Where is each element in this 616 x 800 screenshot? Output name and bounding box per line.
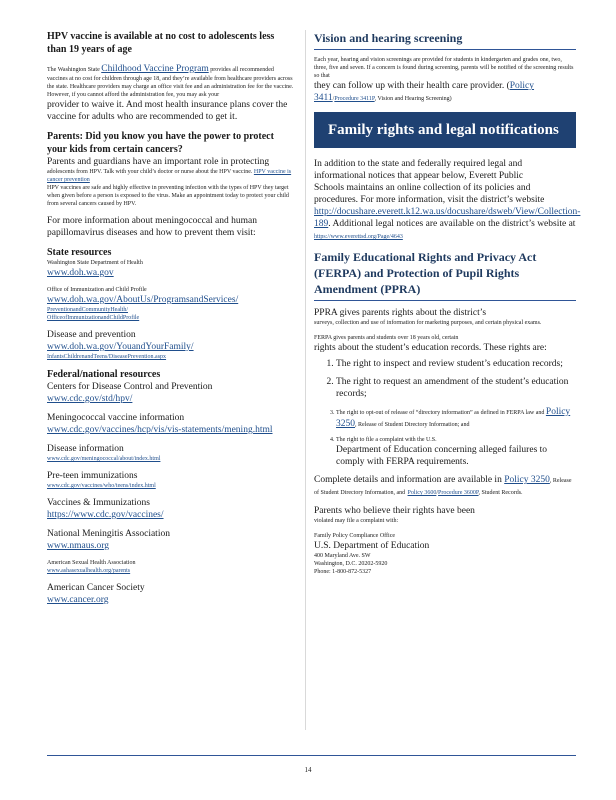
asha-link[interactable]: www.ashasexualhealth.org/parents [47, 568, 131, 574]
oicp-name: Office of Immunization and Child Profile [47, 287, 147, 293]
parents-paragraph-2: adolescents from HPV. Talk with your child’s doctor or nurse about the HPV vaccine. HPV vaccine is cancer prevention [47, 169, 292, 183]
mening-name: Meningococcal vaccine information [47, 413, 185, 423]
address-line-1: Family Policy Compliance Office [314, 533, 396, 539]
childhood-vaccine-program-link[interactable]: Childhood Vaccine Program [101, 64, 209, 74]
column-divider [305, 30, 306, 730]
hpv-paragraph: The Washington State Childhood Vaccine Program provides all recommended vaccines at no cost for children through age 18, and they’re available from healthcare providers across the state. Healthcare providers may charge an office visit fee and an administration fee for the vaccine. However, if you cannot afford the administration fee, you may ask your [47, 64, 294, 98]
parents-heading: Parents: Did you know you have the power to protect your kids from certain cancers? [47, 131, 274, 155]
disease-prevention-link-2[interactable]: InfantsChildrenandTeens/DiseasePrevention.aspx [47, 354, 167, 360]
acs-name: American Cancer Society [47, 583, 145, 593]
vaccines-name: Vaccines & Immunizations [47, 498, 150, 508]
address-line-2: U.S. Department of Education [314, 541, 430, 551]
right-column [314, 30, 581, 576]
address-line-5: Phone: 1-800-872-5327 [314, 569, 372, 575]
cdc-name: Centers for Disease Control and Prevention [47, 382, 213, 392]
procedure-3600p-link[interactable]: Procedure 3600P [438, 490, 479, 496]
ferpa-heading: Family Educational Rights and Privacy Act (FERPA) and Protection of Pupil Rights Amendment (PPRA) [314, 250, 537, 296]
vision-paragraph-2: they can follow up with their health care provider. (Policy 3411/Procedure 3411P, Vision and Hearing Screening) [314, 81, 535, 103]
doh-name: Washington State Department of Health [47, 260, 143, 266]
disease-info-name: Disease information [47, 444, 124, 454]
ferpa-heading-rule [314, 300, 576, 301]
more-info-text: For more information about meningococcal and human papillomavirus diseases and how to prevent them visit: [47, 216, 257, 238]
nma-link[interactable]: www.nmaus.org [47, 541, 110, 551]
footer-rule [47, 755, 576, 756]
docushare-link[interactable]: http://docushare.everett.k12.wa.us/docushare/dsweb/View/Collection-189 [314, 207, 581, 229]
oicp-link-2[interactable]: PreventionandCommunityHealth/ [47, 307, 128, 313]
oicp-link-3[interactable]: OfficeofImmunizationandChildProfile [47, 315, 140, 321]
vision-heading-rule [314, 49, 576, 50]
policy-3600-link[interactable]: Policy 3600 [407, 490, 437, 496]
rights-list-item: 4. The right to file a complaint with the U.S. Department of Education concerning alleged failures to comply with FERPA requirements. [336, 436, 576, 468]
policy-3250-details-link[interactable]: Policy 3250 [504, 475, 550, 485]
legal-paragraph-2: Schools maintains an online collection of its policies and procedures. For more information, visit the district’s website [314, 183, 545, 205]
mening-link[interactable]: www.cdc.gov/vaccines/hcp/vis/vis-statements/mening.html [47, 425, 273, 435]
policy-3250-link[interactable]: Policy 3250 [336, 407, 571, 429]
vision-heading: Vision and hearing screening [314, 31, 463, 45]
page-number: 14 [304, 766, 312, 774]
parents-paragraph-1: Parents and guardians have an important role in protecting [47, 157, 270, 167]
procedure-3411p-link[interactable]: Procedure 3411P [334, 96, 375, 102]
parents-paragraph-3: HPV vaccines are safe and highly effective in preventing infection with the types of HPV they target when given before a person is exposed to the virus. Make an appointment today to protect your child from several cancers caused by HPV. [47, 185, 289, 207]
complaint-paragraph-1: Parents who believe their rights have been [314, 506, 475, 516]
oicp-link-1[interactable]: www.doh.wa.gov/AboutUs/ProgramsandServices/ [47, 295, 239, 305]
ppra-paragraph-1: PPRA gives parents rights about the district’s [314, 308, 487, 318]
disease-info-link[interactable]: www.cdc.gov/meningococcal/about/index.html [47, 456, 161, 462]
everettsd-legal-link[interactable]: https://www.everettsd.org/Page/4643 [314, 234, 403, 240]
disease-prevention-link-1[interactable]: www.doh.wa.gov/YouandYourFamily/ [47, 342, 194, 352]
hpv-cancer-prevention-link[interactable]: HPV vaccine is cancer prevention [47, 169, 292, 183]
ppra-paragraph-2: surveys, collection and use of information for marketing purposes, and certain physical exams. [314, 320, 542, 326]
vaccines-link[interactable]: https://www.cdc.gov/vaccines/ [47, 510, 164, 520]
asha-name: American Sexual Health Association [47, 560, 136, 566]
address-line-3: 400 Maryland Ave. SW [314, 553, 371, 559]
left-column [47, 30, 295, 606]
preteen-name: Pre-teen immunizations [47, 471, 138, 481]
complaint-paragraph-2: violated may file a complaint with: [314, 518, 399, 524]
family-rights-banner: Family rights and legal notifications [314, 112, 576, 148]
legal-paragraph-3: http://docushare.everett.k12.wa.us/docushare/dsweb/View/Collection-189. Additional legal notices are available on the district’s website at https://www.everettsd.org/Page/4643 [314, 207, 581, 240]
rights-list [314, 358, 576, 468]
hpv-heading: HPV vaccine is available at no cost to adolescents less than 19 years of age [47, 31, 275, 55]
hpv-paragraph-2: provider to waive it. And most health insurance plans cover the vaccine for adults who are recommended to get it. [47, 100, 288, 122]
preteen-link[interactable]: www.cdc.gov/vaccines/who/teens/index.html [47, 483, 156, 489]
legal-paragraph-1: In addition to the state and federally required legal and informational notices that appear below, Everett Public [314, 159, 524, 181]
ferpa-paragraph-1: FERPA gives parents and students over 18 years old, certain [314, 335, 459, 341]
rights-list-item: 3. The right to opt-out of release of “directory information” as defined in FERPA law and Policy 3250, Release of Student Directory Information; and [336, 406, 576, 430]
address-line-4: Washington, D.C. 20202-5920 [314, 561, 388, 567]
cdc-hpv-link[interactable]: www.cdc.gov/std/hpv/ [47, 394, 133, 404]
rights-list-item: 1. The right to inspect and review student’s education records; [336, 358, 576, 370]
doh-link[interactable]: www.doh.wa.gov [47, 268, 114, 278]
complete-details-paragraph: Complete details and information are available in Policy 3250, Release of Student Directory Information, and Policy 3600/Procedure 3600P, Student Records. [314, 475, 572, 496]
rights-list-item: 2. The right to request an amendment of the student’s education records; [336, 376, 576, 400]
ferpa-paragraph-2: rights about the student’s education records. These rights are: [314, 343, 547, 353]
vision-paragraph-1: Each year, hearing and vision screenings are provided for students in kindergarten and grades one, two, three, five and seven. If a concern is found during screening, parents will be notified of the screening results so that [314, 57, 574, 79]
federal-resources-heading: Federal/national resources [47, 369, 161, 380]
state-resources-heading: State resources [47, 247, 112, 258]
nma-name: National Meningitis Association [47, 529, 170, 539]
disease-prevention-name: Disease and prevention [47, 330, 136, 340]
policy-3411-link[interactable]: Policy 3411 [314, 81, 535, 103]
acs-link[interactable]: www.cancer.org [47, 595, 109, 605]
